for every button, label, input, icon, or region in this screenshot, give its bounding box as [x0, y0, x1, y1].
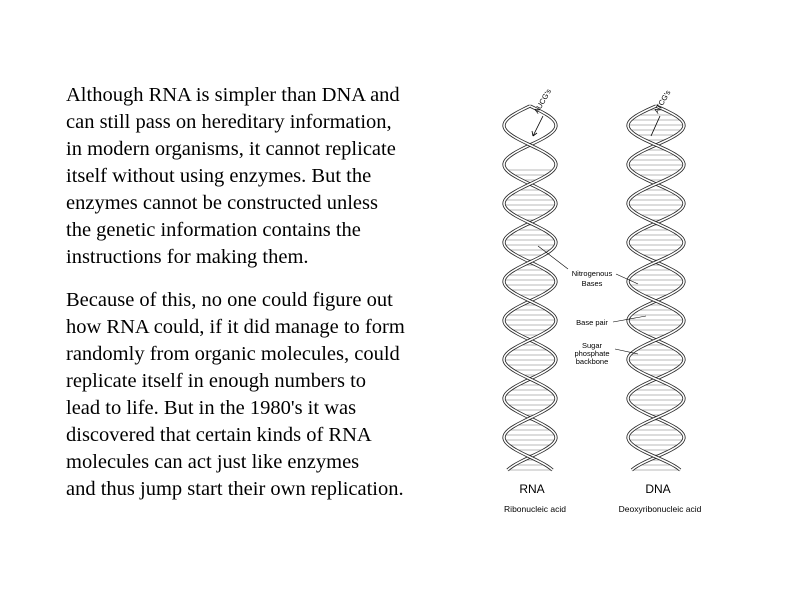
sugar-phosphate-backbone [504, 106, 556, 470]
text-line: Although RNA is simpler than DNA and [66, 84, 400, 106]
text-line: the genetic information contains the [66, 219, 361, 241]
text-line: and thus jump start their own replication. [66, 478, 404, 500]
text-line: randomly from organic molecules, could [66, 343, 400, 365]
sugar-phosphate-backbone [504, 106, 556, 470]
sugar-label-line3: backbone [575, 357, 609, 366]
sugar-label-line2: phosphate [574, 349, 610, 358]
text-line: how RNA could, if it did manage to form [66, 316, 405, 338]
nitrogenous-label-line1: Nitrogenous [571, 269, 613, 278]
text-line: can still pass on hereditary information, [66, 111, 392, 133]
paragraph-1 [66, 82, 486, 271]
nitrogenous-label-line2: Bases [581, 279, 603, 288]
text-line: molecules can act just like enzymes [66, 451, 360, 473]
rna-dna-figure [488, 86, 728, 526]
dna-label: DNA [645, 482, 671, 496]
sugar-phosphate-backbone [628, 106, 684, 470]
rna-label: RNA [519, 482, 545, 496]
base-pair-label: Base pair [576, 318, 608, 327]
helix-illustration [488, 86, 728, 526]
sugar-phosphate-backbone [628, 106, 684, 470]
sugar-label-line1: Sugar [581, 341, 603, 350]
base-pair-callout [576, 316, 646, 327]
rna-sublabel: Ribonucleic acid [504, 504, 566, 514]
text-line: discovered that certain kinds of RNA [66, 424, 372, 446]
paragraph-2 [66, 287, 486, 503]
text-line: Because of this, no one could figure out [66, 289, 393, 311]
sugar-phosphate-backbone [628, 106, 684, 470]
text-line: replicate itself in enough numbers to [66, 370, 367, 392]
text-line: in modern organisms, it cannot replicate [66, 138, 396, 160]
sugar-phosphate-backbone [504, 106, 556, 470]
text-line: itself without using enzymes. But the [66, 165, 372, 187]
dna-bases-label: ATCG's [651, 88, 673, 115]
text-block [66, 82, 486, 503]
rna-bases-label: AUCG's [531, 87, 554, 115]
dna-helix [628, 106, 684, 470]
text-line: instructions for making them. [66, 246, 309, 268]
dna-sublabel: Deoxyribonucleic acid [618, 504, 702, 514]
rna-helix [504, 106, 556, 470]
text-line: enzymes cannot be constructed unless [66, 192, 378, 214]
text-line: lead to life. But in the 1980's it was [66, 397, 357, 419]
nitrogenous-bases-callout [538, 246, 638, 288]
sugar-phosphate-backbone [504, 106, 556, 470]
sugar-phosphate-backbone [628, 106, 684, 470]
